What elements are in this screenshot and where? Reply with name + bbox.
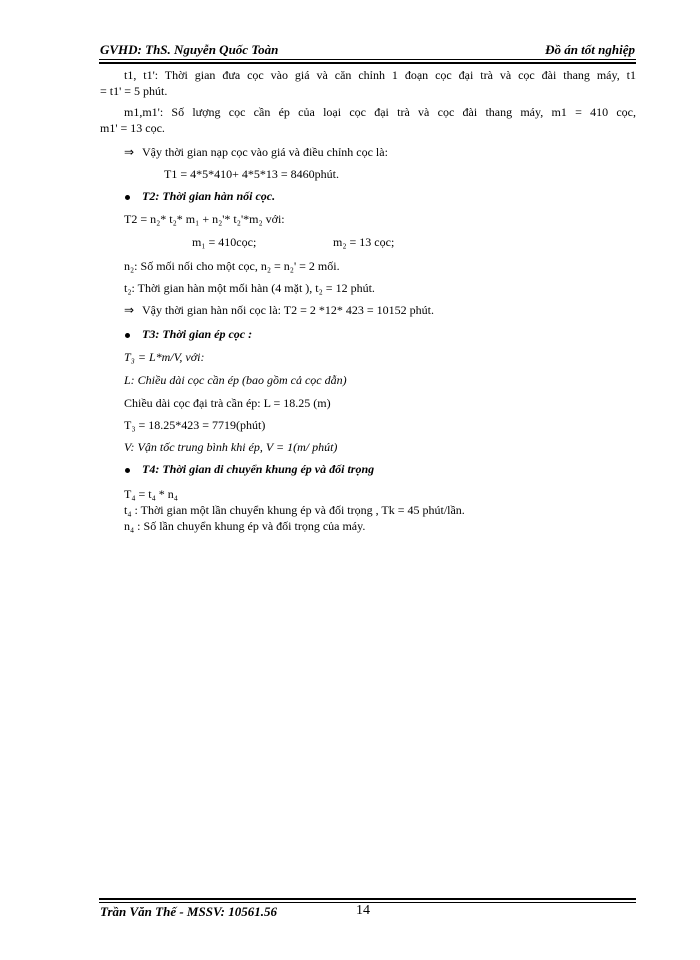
value-t3: T₃ = 18.25*423 = 7719(phút)	[124, 418, 266, 432]
bullet-icon	[125, 468, 130, 473]
line-t4: t₄ : Thời gian một lần chuyển khung ép và đối trọng , Tk = 45 phút/lần.	[124, 503, 465, 517]
formula-t4: T₄ = t₄ * n₄	[124, 487, 178, 501]
heading-t3: T3: Thời gian ép cọc :	[142, 327, 253, 341]
header-rule-double	[99, 62, 636, 64]
bullet-icon	[125, 333, 130, 338]
value-m1: m₁ = 410cọc;	[192, 235, 257, 249]
formula-t3: T₃ = L*m/V, với:	[124, 350, 205, 364]
para-t1-line2: = t1' = 5 phút.	[100, 84, 168, 98]
implies-arrow-icon: ⇒	[124, 303, 135, 317]
line-t2: t₂: Thời gian hàn một mối hàn (4 mặt ), t₂ = 12 phút.	[124, 281, 375, 295]
value-l: Chiều dài cọc đại trà cần ép: L = 18.25 (m)	[124, 396, 331, 410]
equation-t1: T1 = 4*5*410+ 4*5*13 = 8460phút.	[164, 167, 339, 181]
line-n2: n₂: Số mối nối cho một cọc, n₂ = n₂' = 2 mối.	[124, 259, 340, 273]
heading-t2: T2: Thời gian hàn nối cọc.	[142, 189, 276, 203]
header-advisor: GVHD: ThS. Nguyễn Quốc Toàn	[100, 42, 279, 57]
line-n4: n₄ : Số lần chuyển khung ép và đối trọng của máy.	[124, 519, 366, 533]
para-t1-line1: t1, t1': Thời gian đưa cọc vào giá và căn chỉnh 1 đoạn cọc đại trà và cọc đài thang máy, t1	[124, 68, 636, 82]
page-number: 14	[356, 903, 370, 918]
para-m1-line2: m1' = 13 cọc.	[100, 121, 165, 135]
formula-t2: T2 = n₂* t₂* m₁ + n₂'* t₂'*m₂ với:	[124, 212, 285, 226]
footer-author: Trần Văn Thế - MSSV: 10561.56	[100, 904, 277, 919]
header-title: Đồ án tốt nghiệp	[545, 42, 635, 57]
para-m1-line1: m1,m1': Số lượng cọc cần ép của loại cọc đại trà và cọc đài thang máy, m1 = 410 cọc,	[124, 105, 636, 119]
bullet-icon	[125, 195, 130, 200]
definition-v: V: Vận tốc trung bình khi ép, V = 1(m/ phút)	[124, 440, 338, 454]
heading-t4: T4: Thời gian di chuyển khung ép và đối trọng	[142, 462, 375, 476]
result-t2: Vậy thời gian hàn nối cọc là: T2 = 2 *12* 423 = 10152 phút.	[142, 303, 434, 317]
implies-arrow-icon: ⇒	[124, 145, 135, 159]
definition-l: L: Chiều dài cọc cần ép (bao gồm cả cọc dẫn)	[124, 373, 347, 387]
value-m2: m₂ = 13 cọc;	[333, 235, 395, 249]
para-load-time: Vậy thời gian nạp cọc vào giá và điều chỉnh cọc là:	[142, 145, 388, 159]
header-rule	[99, 59, 636, 60]
footer-rule-double	[99, 898, 636, 900]
